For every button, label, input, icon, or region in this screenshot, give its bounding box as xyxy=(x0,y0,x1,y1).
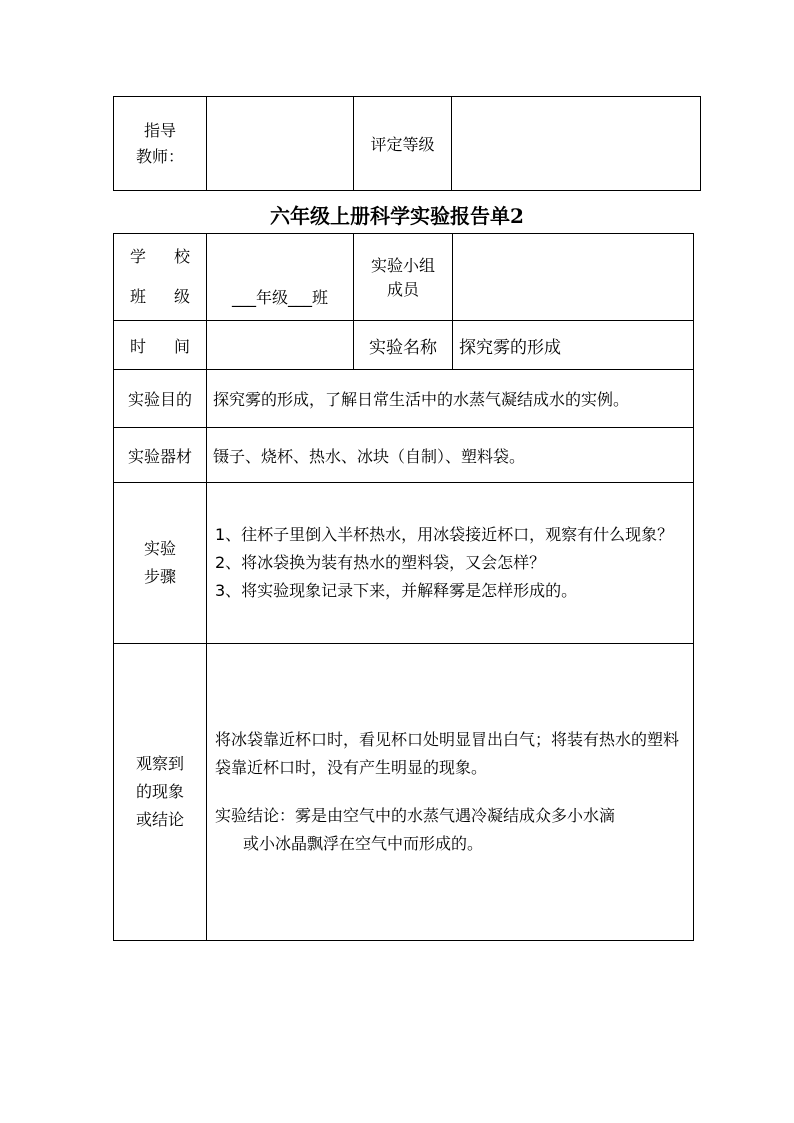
steps-label-line2: 步骤 xyxy=(143,567,176,586)
school-label: 学 校 xyxy=(129,247,191,266)
time-value-cell[interactable] xyxy=(207,321,354,370)
observation-label-cell xyxy=(114,644,207,941)
materials-label: 实验器材 xyxy=(114,428,207,483)
group-label-line2: 成员 xyxy=(386,280,419,299)
group-label-cell xyxy=(354,234,453,321)
time-label: 时 间 xyxy=(114,321,207,370)
step-item: 3、将实验现象记录下来，并解释雾是怎样形成的。 xyxy=(215,581,578,600)
grade-eval-label: 评定等级 xyxy=(354,97,452,191)
conclusion-line1: 实验结论：雾是由空气中的水蒸气遇冷凝结成众多小水滴 xyxy=(215,806,616,825)
purpose-value: 探究雾的形成，了解日常生活中的水蒸气凝结成水的实例。 xyxy=(207,370,694,428)
experiment-name-label: 实验名称 xyxy=(354,321,453,370)
teacher-label-line2: 教师： xyxy=(135,146,184,166)
step-item: 2、将冰袋换为装有热水的塑料袋，又会怎样？ xyxy=(215,553,546,572)
observation-cell xyxy=(207,644,694,941)
steps-label-line1: 实验 xyxy=(143,539,176,558)
observation-text: 将冰袋靠近杯口时，看见杯口处明显冒出白气；将装有热水的塑料袋靠近杯口时，没有产生明显的现象。 xyxy=(215,730,680,777)
class-value-cell[interactable] xyxy=(207,234,354,321)
observation-label-line3: 或结论 xyxy=(135,810,184,829)
school-class-label-cell xyxy=(114,234,207,321)
materials-value: 镊子、烧杯、热水、冰块（自制）、塑料袋。 xyxy=(207,428,694,483)
steps-label-cell xyxy=(114,483,207,644)
report-table xyxy=(113,233,694,941)
group-label-line1: 实验小组 xyxy=(370,256,435,275)
observation-label-line1: 观察到 xyxy=(135,754,184,773)
observation-label-line2: 的现象 xyxy=(135,782,184,801)
class-blank: ___年级___班 xyxy=(231,288,328,307)
page-title: 六年级上册科学实验报告单2 xyxy=(270,204,524,228)
purpose-label: 实验目的 xyxy=(114,370,207,428)
grade-eval-value-cell[interactable] xyxy=(452,97,701,191)
steps-cell xyxy=(207,483,694,644)
experiment-name-value: 探究雾的形成 xyxy=(453,321,694,370)
teacher-info-table xyxy=(113,96,701,191)
teacher-label-line1: 指导 xyxy=(143,120,176,140)
conclusion-line2: 或小冰晶飘浮在空气中而形成的。 xyxy=(243,834,484,853)
step-item: 1、往杯子里倒入半杯热水，用冰袋接近杯口，观察有什么现象？ xyxy=(215,525,674,544)
teacher-value-cell[interactable] xyxy=(207,97,354,191)
class-label: 班 级 xyxy=(129,287,191,306)
teacher-label-cell xyxy=(114,97,207,191)
group-members-value-cell[interactable] xyxy=(453,234,694,321)
